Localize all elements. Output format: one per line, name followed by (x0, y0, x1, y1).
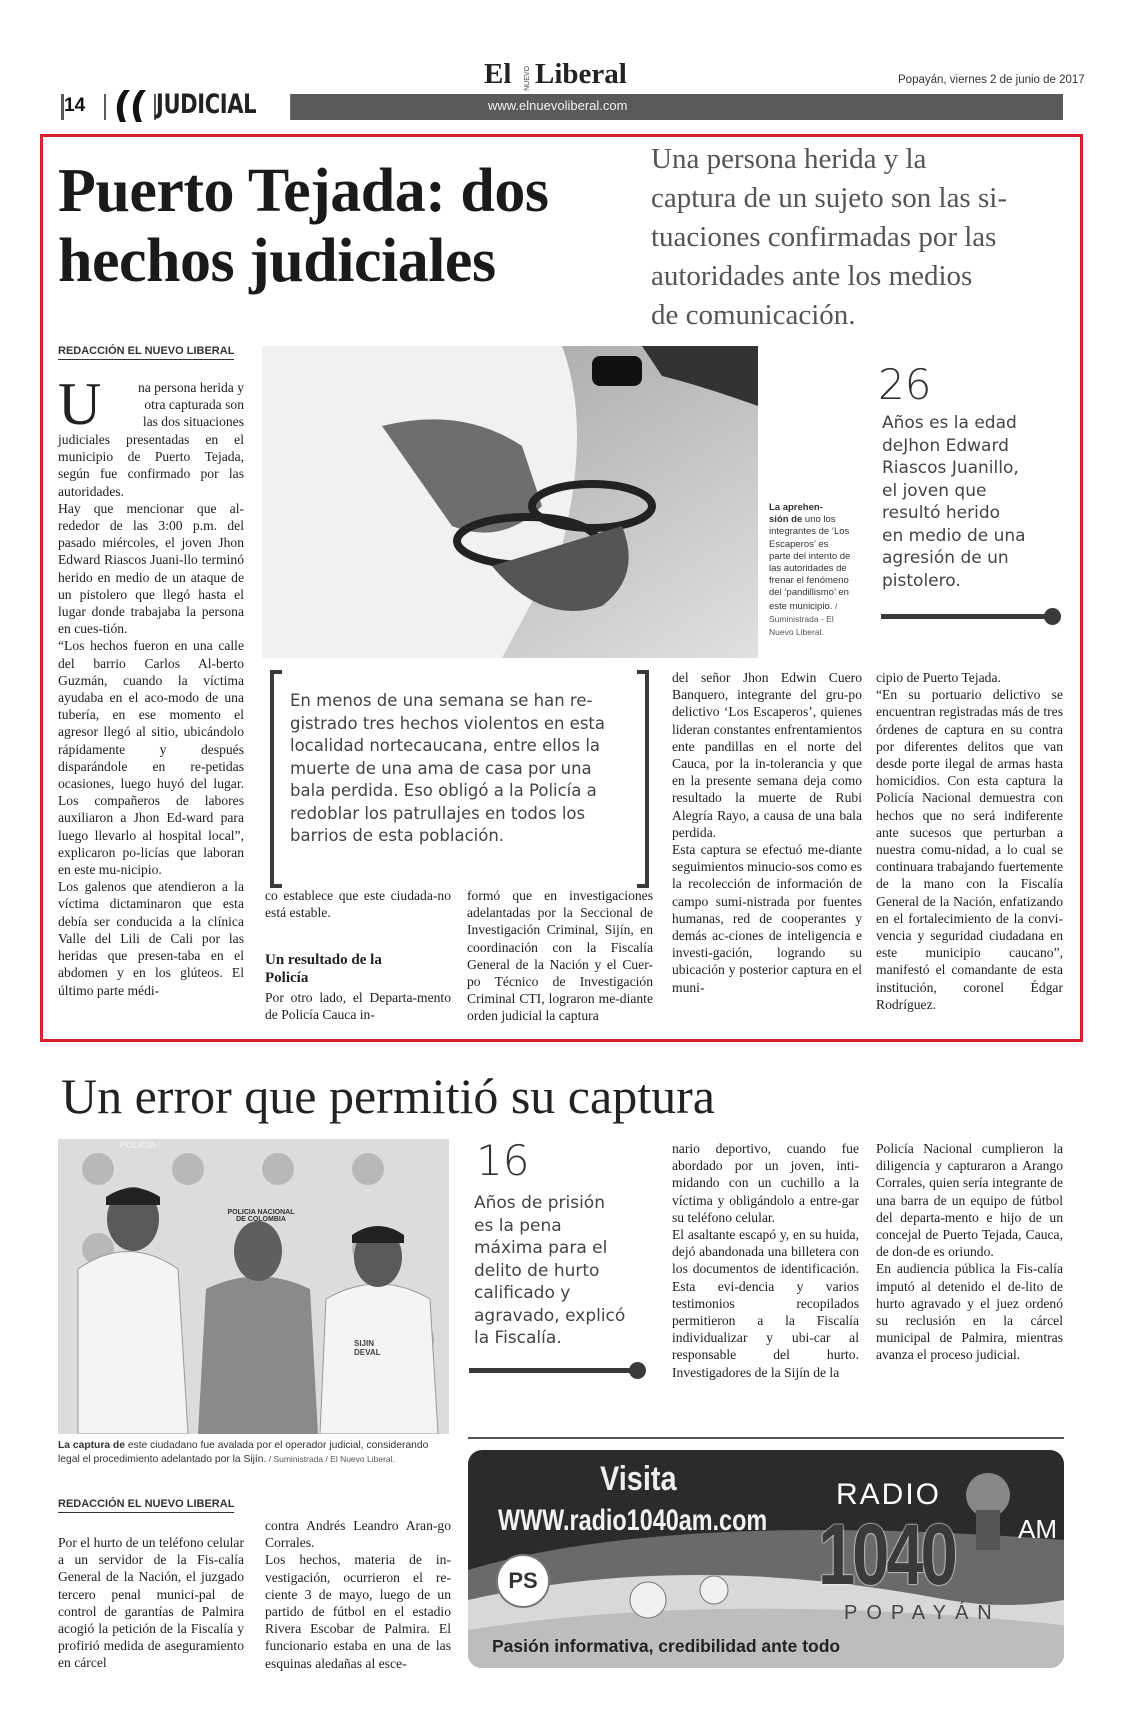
article1-subhead: Un resultado de la Policía (265, 952, 382, 986)
ad-radio-label: RADIO (836, 1478, 942, 1511)
stat-16-text: Años de prisión es la pena máxima para el delito de hurto calificado y agravado, explicó la Fiscalía. (474, 1193, 626, 1348)
pullquote-bracket-left (270, 670, 282, 888)
article1-deck: Una persona herida y la captura de un sujeto son las si- tuaciones confirmadas por las autoridades ante los medios de comunicación. (651, 143, 1007, 331)
ad-am: AM (1018, 1514, 1057, 1544)
article2-col2: contra Andrés Leandro Aran-go Corrales. Los hechos, materia de in-vestigación, ocurrieron el re-ciente 3 de mayo, luego de un partido de fútbol en el estadio Rivera Escobar de Palmira. El funcionario estaba en una de las esquinas aledañas al esce- (265, 1518, 451, 1671)
section-slash-marks (106, 86, 154, 124)
article1-col1: judiciales presentadas en el municipio de Puerto Tejada, según fue confirmado por las autoridades. Hay que mencionar que al-rededor de las 3:00 p.m. del pasado miércoles, el joven Jhon Edward Riascos Juani-llo terminó herido en medio de un ataque de un pistolero que llegó hasta el lugar donde trabajaba la persona en cues-tión. “Los hechos fueron en una calle del barrio Carlos Al-berto Guzmán, cuando la víctima ayudaba en el aco-modo de una tubería, en ese momento el agresor llegó al sitio, ubicándolo rápidamente y después disparándole en re-petidas ocasiones, luego huyó del lugar. Los compañeros de labores auxiliaron a Jhon Ed-ward para luego llevarlo al hospital local”, explicaron po-licías que laboran en este mu-nicipio. Los galenos que atendieron a la víctima dictaminaron que esta debía ser conducida a la clínica Valle del Lili de Cali por las heridas que presen-taba en el abdomen y en los glúteos. El último parte médi- (58, 432, 244, 998)
logo-nuevo: NUEVO (524, 66, 531, 91)
radio-ad[interactable] (468, 1450, 1064, 1668)
article1-col1-intro: na persona herida y otra capturada son las dos situaciones (137, 380, 244, 430)
article1-col4: del señor Jhon Edwin Cuero Banquero, integrante del gru-po delictivo ‘Los Escaperos’, quienes lideran constantes enfrentamientos ente pandillas en el norte del Cauca, por la in-tolerancia y que en la presente semana deja como resultado la muerte de Rubi Alegría Rayo, a causa de una bala perdida. Esta captura se efectuó me-diante seguimientos minucio-sos como es la recolección de información de campo sumi-nistrada por fuentes humanas, red de cooperantes y demás ac-ciones de inteligencia e investi-gación, logrando su ubicación y posterior captura en el muni- (672, 670, 862, 995)
pullquote: En menos de una semana se han re- gistrado tres hechos violentos en esta localidad nortecaucana, entre ellos la muerte de una ama de casa por una bala perdida. Eso obligó a la Policía a redoblar los patrullajes en todos los barrios de esta población. (290, 691, 606, 845)
stat-16: 16 (476, 1136, 530, 1185)
logo (484, 58, 644, 92)
photo-sign-backdrop: POLICIA NACIONAL DE COLOMBIA (227, 1209, 295, 1223)
article1-col2b: Por otro lado, el Departa-mento de Policía Cauca in- (265, 990, 451, 1023)
caption-credit: / Suministrada - El Nuevo Liberal. (769, 600, 838, 638)
stat-26: 26 (878, 360, 932, 409)
ad-divider (468, 1437, 1064, 1439)
ad-url[interactable]: WWW.radio1040am.com (498, 1504, 768, 1537)
article2-headline: Un error que permitió su captura (61, 1068, 715, 1124)
caption2-credit: / Suministrada / El Nuevo Liberal. (266, 1453, 395, 1464)
article1-headline: Puerto Tejada: dos hechos judiciales (58, 157, 549, 295)
article1-photo-caption (769, 502, 851, 639)
article2-col4: Policía Nacional cumplieron la diligencia y capturaron a Arango Corrales, quien sería integrante de una barra de un equipo de fútbol del departa-mento e hijo de un concejal de Puerto Tejada, Cauca, de don-de es oriundo. En audiencia pública la Fis-calía imputó al detenido el de-lito de hurto agravado y el juez ordenó su reclusión en la cárcel municipal de Palmira, mientras avanza el proceso judicial. (876, 1141, 1063, 1363)
article1-col3: formó que en investigaciones adelantadas por la Seccional de Investigación Criminal, Sijín, en coordinación con la Fiscalía General de la Nación y el Cuer-po Técnico de Investigación Criminal CTI, lograron me-diante orden judicial la captura (467, 888, 653, 1024)
ad-city: POPAYÁN (844, 1602, 1001, 1624)
caption-bold: La aprehen- sión de (769, 502, 823, 526)
article1-col2: co establece que este ciudada-no está estable. (265, 888, 451, 921)
article2-photo-caption (58, 1439, 450, 1466)
article2-byline: REDACCIÓN EL NUEVO LIBERAL (58, 1498, 234, 1513)
ad-slogan: Pasión informativa, credibilidad ante todo (492, 1636, 841, 1656)
website-url[interactable]: www.elnuevoliberal.com (488, 98, 628, 113)
stat-26-text: Años es la edad deJhon Edward Riascos Juanillo, el joven que resultó herido en medio de una agresión de un pistolero. (882, 413, 1026, 591)
handcuff-photo (262, 346, 758, 658)
pullquote-bracket-right (637, 670, 649, 888)
caption-text: uno los integrantes de ‘Los Escaperos’ es parte del intento de las autoridades de frenar el fenómeno del ‘pandillismo’ en este municipio. (769, 514, 851, 612)
stat-26-rule (881, 614, 1053, 619)
arrest-photo (58, 1139, 449, 1434)
logo-liberal: Liberal (535, 58, 627, 90)
section-label: JUDICIAL (156, 88, 290, 122)
ad-frequency: 1040 (818, 1507, 955, 1603)
article2-col3: nario deportivo, cuando fue abordado por un joven, inti-midando con un cuchillo a la víctima y obligándolo a entre-gar su teléfono celular. El asaltante escapó y, en su huida, dejó abandonada una billetera con los documentos de identificación. Esta evi-dencia y varios testimonios recopilados permitieron a la Fiscalía individualizar y ubi-car al responsable del hurto. Investigadores de la Sijín de la (672, 1141, 859, 1380)
ps-logo: PS (496, 1554, 550, 1608)
caption2-text: este ciudadano fue avalada por el operador judicial, considerando legal el procedimiento adelantado por la Sijín. (58, 1440, 429, 1465)
article2-col1: Por el hurto de un teléfono celular a un servidor de la Fis-calía General de la Nación, el juzgado tercero penal munici-pal de control de garantías de Palmira acogió la petición de la Fiscalía y profirió medida de aseguramiento en cárcel (58, 1535, 244, 1671)
caption2-bold: La captura de (58, 1440, 125, 1451)
logo-el: El (484, 58, 512, 90)
photo-sign-vest: SIJIN DEVAL (354, 1339, 381, 1357)
dropcap: U (58, 371, 102, 437)
article1-byline: REDACCIÓN EL NUEVO LIBERAL (58, 345, 234, 360)
page-number: 14 (64, 92, 104, 120)
stat-16-rule (469, 1368, 638, 1373)
photo-sign-cap1: POLICIA (120, 1140, 157, 1150)
article1-col5: cipio de Puerto Tejada. “En su portuario delictivo se encuentran registradas más de tres órdenes de captura en su contra por diferentes delitos que van desde porte ilegal de armas hasta homicidios. Con esta captura la Policía Nacional demuestra con hechos que no será indiferente ante sucesos que perturban a nuestra comu-nidad, a lo cual se continuara trabajando fuertemente de la mano con la Fiscalía General de la Nación, enfatizando en el fortalecimiento de la convi-vencia y seguridad ciudadana en este municipio caucano”, manifestó el comandante de esta institución, coronel Édgar Rodríguez. (876, 670, 1063, 1012)
ad-visita: Visita (600, 1460, 677, 1498)
dateline: Popayán, viernes 2 de junio de 2017 (898, 74, 1085, 86)
